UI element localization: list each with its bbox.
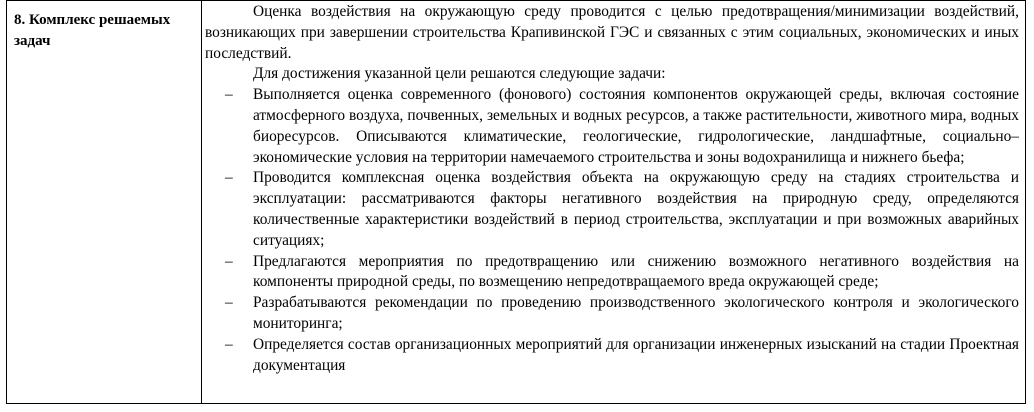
- task-text: Проводится комплексная оценка воздействия объекта на окружающую среду на стадиях строительства и эксплуатации: рассматриваются факторы негативного воздействия на природную среду, определяются количественные характеристики воздействий в период строительства, эксплуатации и при возможных аварийных ситуациях;: [253, 169, 1019, 249]
- section-label: 8. Комплекс решаемых задач: [14, 12, 171, 49]
- document-table: [6, 0, 1026, 404]
- intro-paragraph: Оценка воздействия на окружающую среду проводится с целью предотвращения/минимизации воздействий, возникающих при завершении строительства Крапивинской ГЭС и связанных с этим социальных, экономических и иных последствий.: [205, 3, 1019, 62]
- task-item: [205, 168, 1019, 251]
- section-content-cell: [202, 1, 1026, 404]
- task-text: Предлагаются мероприятия по предотвращению или снижению возможного негативного воздействия на компоненты природной среды, по возмещению непредотвращаемого вреда окружающей среде;: [253, 252, 1019, 291]
- task-text: Определяется состав организационных мероприятий для организации инженерных изысканий на стадии Проектная документация: [253, 335, 1019, 374]
- dash-bullet-icon: –: [225, 294, 233, 312]
- dash-bullet-icon: –: [225, 86, 233, 104]
- task-item: [205, 335, 1019, 377]
- task-text: Разрабатываются рекомендации по проведению производственного экологического контроля и экологического мониторинга;: [253, 294, 1019, 332]
- section-content: [202, 1, 1025, 376]
- task-item: [205, 293, 1019, 335]
- table-row: [7, 1, 1026, 404]
- dash-bullet-icon: –: [225, 252, 233, 270]
- task-item: [205, 252, 1019, 294]
- task-item: [205, 85, 1019, 168]
- section-label-cell: [7, 1, 202, 404]
- dash-bullet-icon: –: [225, 335, 233, 353]
- tasks-lead-paragraph: Для достижения указанной цели решаются следующие задачи:: [253, 65, 666, 83]
- dash-bullet-icon: –: [225, 169, 233, 187]
- task-text: Выполняется оценка современного (фонового) состояния компонентов окружающей среды, включая состояние атмосферного воздуха, почвенных, земельных и водных ресурсов, а также растительности, животного мира, водных биоресурсов. Описываются климатические, геологические, гидрологические, ландшафтные, социально–экономические условия на территории намечаемого строительства и зоны водохранилища и нижнего бьефа;: [253, 86, 1019, 166]
